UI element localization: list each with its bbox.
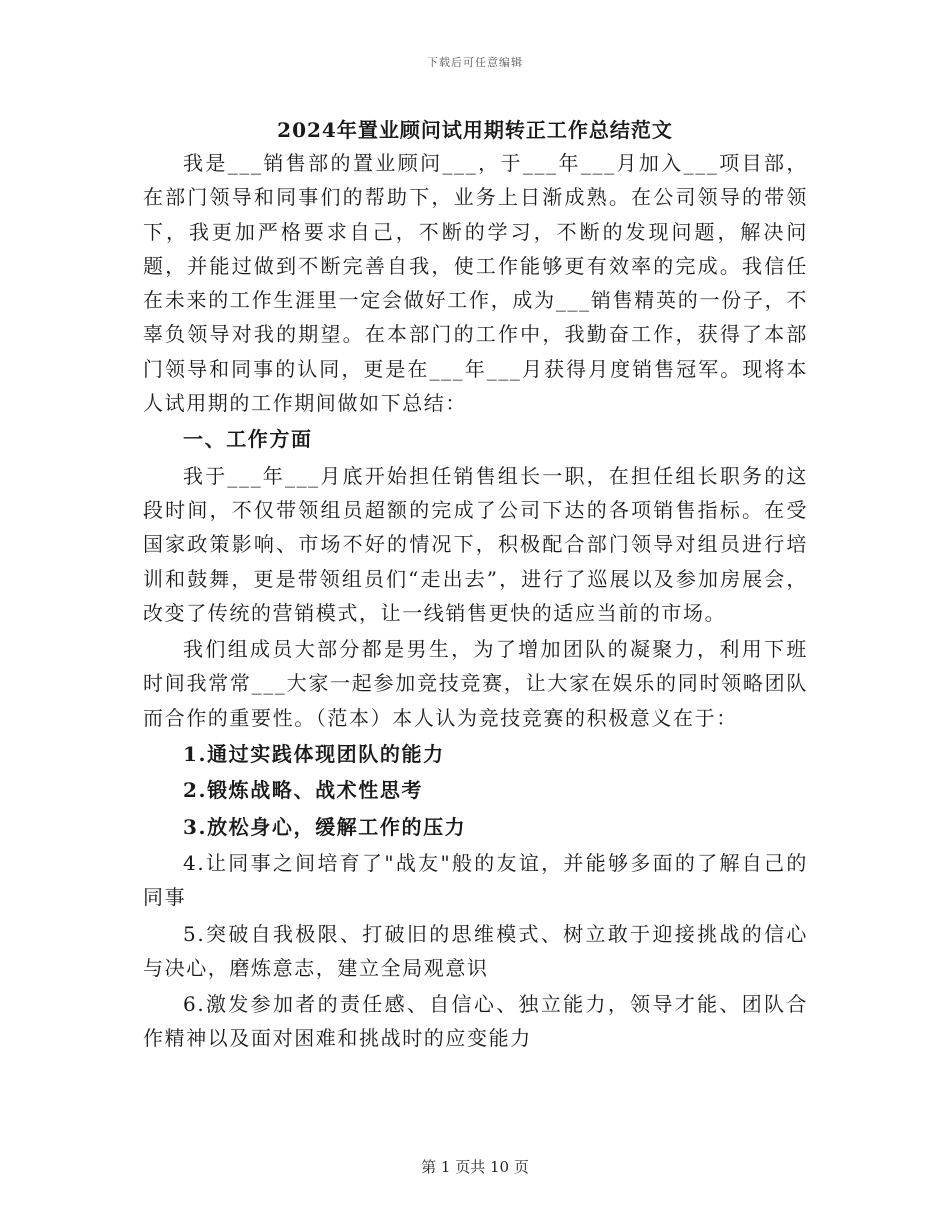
team-paragraph: 我们组成员大部分都是男生，为了增加团队的凝聚力，利用下班时间我常常___大家一起参加竞技竞赛，让大家在娱乐的同时领略团队而合作的重要性。（范本）本人认为竞技竞赛的积极意义在于： (143, 637, 808, 730)
list-item-4: 4.让同事之间培育了"战友"般的友谊，并能够多面的了解自己的同事 (143, 850, 808, 910)
document-title: 2024年置业顾问试用期转正工作总结范文 (277, 118, 673, 142)
document-body (143, 146, 808, 1056)
page-footer: 第 1 页共 10 页 (421, 1158, 529, 1176)
header-note: 下载后可任意编辑 (427, 56, 523, 69)
intro-paragraph: 我是___销售部的置业顾问___，于___年___月加入___项目部，在部门领导和同事们的帮助下，业务上日渐成熟。在公司领导的带领下，我更加严格要求自己，不断的学习，不断的发现问题，解决问题，并能过做到不断完善自我，使工作能够更有效率的完成。我信任在未来的工作生涯里一定会做好工作，成为___销售精英的一份子，不辜负领导对我的期望。在本部门的工作中，我勤奋工作，获得了本部门领导和同事的认同，更是在___年___月获得月度销售冠军。现将本人试用期的工作期间做如下总结： (143, 151, 808, 416)
list-item-5: 5.突破自我极限、打破旧的思维模式、树立敢于迎接挑战的信心与决心，磨炼意志，建立全局观意识 (143, 921, 808, 980)
list-item-2: 2.锻炼战略、战术性思考 (183, 778, 424, 803)
list-item-6: 6.激发参加者的责任感、自信心、独立能力，领导才能、团队合作精神以及面对困难和挑战时的应变能力 (143, 992, 808, 1051)
list-item-1: 1.通过实践体现团队的能力 (183, 742, 445, 767)
work-paragraph: 我于___年___月底开始担任销售组长一职，在担任组长职务的这段时间，不仅带领组员超额的完成了公司下达的各项销售指标。在受国家政策影响、市场不好的情况下，积极配合部门领导对组员进行培训和鼓舞，更是带领组员们“走出去”，进行了巡展以及参加房展会，改变了传统的营销模式，让一线销售更快的适应当前的市场。 (143, 463, 808, 625)
section-heading-work: 一、工作方面 (183, 427, 313, 452)
list-item-3: 3.放松身心，缓解工作的压力 (183, 814, 467, 839)
